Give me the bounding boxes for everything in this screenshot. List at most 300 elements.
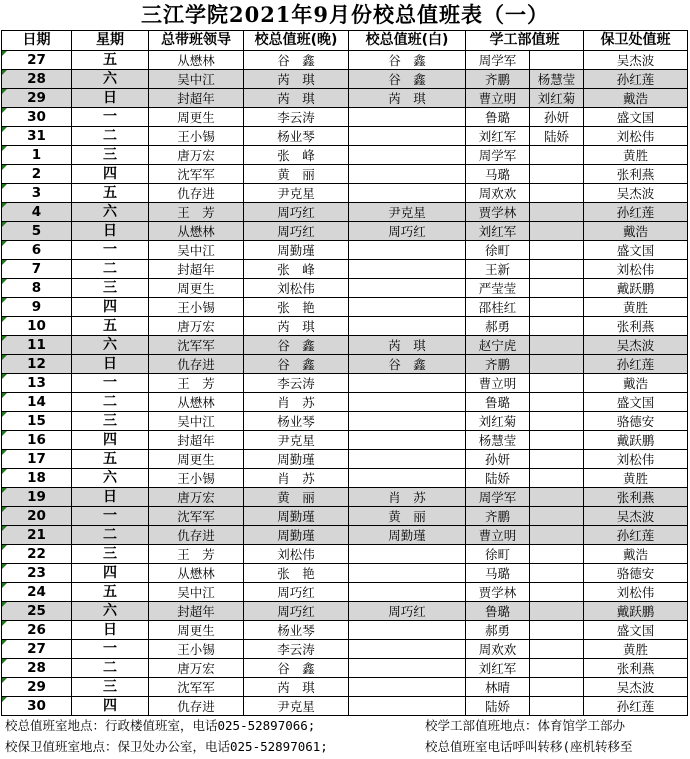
- student-affairs-extra-cell: [530, 355, 584, 374]
- security-cell: 张利燕: [584, 165, 688, 184]
- night-duty-cell: 尹克星: [244, 697, 349, 716]
- date-cell: 23: [2, 564, 72, 583]
- student-affairs-extra-cell: [530, 488, 584, 507]
- student-affairs-cell: 贾学林: [466, 203, 530, 222]
- day-duty-cell: 黄 丽: [349, 507, 466, 526]
- table-row: [2, 393, 688, 412]
- weekday-cell: 二: [72, 659, 149, 678]
- day-duty-cell: [349, 564, 466, 583]
- security-cell: 孙红莲: [584, 355, 688, 374]
- day-duty-cell: [349, 108, 466, 127]
- weekday-cell: 一: [72, 507, 149, 526]
- footer-call-forwarding-note: 校总值班室电话呼叫转移(座机转移至: [425, 739, 633, 754]
- leader-cell: 唐万宏: [149, 659, 244, 678]
- date-cell: 26: [2, 621, 72, 640]
- leader-cell: 仇存进: [149, 697, 244, 716]
- student-affairs-extra-cell: [530, 146, 584, 165]
- weekday-cell: 六: [72, 602, 149, 621]
- leader-cell: 唐万宏: [149, 317, 244, 336]
- weekday-cell: 四: [72, 165, 149, 184]
- leader-cell: 王小锡: [149, 298, 244, 317]
- date-cell: 18: [2, 469, 72, 488]
- student-affairs-extra-cell: [530, 298, 584, 317]
- date-cell: 29: [2, 678, 72, 697]
- night-duty-cell: 杨业琴: [244, 127, 349, 146]
- date-cell: 12: [2, 355, 72, 374]
- security-cell: 张利燕: [584, 488, 688, 507]
- night-duty-cell: 李云涛: [244, 374, 349, 393]
- leader-cell: 唐万宏: [149, 146, 244, 165]
- leader-cell: 吴中江: [149, 241, 244, 260]
- student-affairs-cell: 马璐: [466, 165, 530, 184]
- page-title: 三江学院2021年9月份校总值班表（一）: [140, 2, 550, 27]
- footer-student-affairs-location: 校学工部值班地点：体育馆学工部办: [425, 718, 626, 733]
- table-row: [2, 659, 688, 678]
- day-duty-cell: 芮 琪: [349, 89, 466, 108]
- weekday-cell: 二: [72, 127, 149, 146]
- student-affairs-extra-cell: [530, 393, 584, 412]
- student-affairs-extra-cell: 陆娇: [530, 127, 584, 146]
- date-cell: 28: [2, 659, 72, 678]
- table-row: [2, 621, 688, 640]
- security-cell: 盛文国: [584, 108, 688, 127]
- col-header-date: 日期: [2, 31, 72, 51]
- night-duty-cell: 芮 琪: [244, 89, 349, 108]
- weekday-cell: 四: [72, 564, 149, 583]
- footer-security-office-location: 校保卫值班室地点：保卫处办公室，电话025-52897061;: [5, 739, 328, 754]
- table-row: [2, 298, 688, 317]
- night-duty-cell: 刘松伟: [244, 279, 349, 298]
- day-duty-cell: [349, 184, 466, 203]
- student-affairs-cell: 周欢欢: [466, 184, 530, 203]
- security-cell: 黄胜: [584, 469, 688, 488]
- leader-cell: 仇存进: [149, 184, 244, 203]
- weekday-cell: 五: [72, 450, 149, 469]
- weekday-cell: 三: [72, 678, 149, 697]
- day-duty-cell: 谷 鑫: [349, 70, 466, 89]
- weekday-cell: 三: [72, 545, 149, 564]
- security-cell: 黄胜: [584, 640, 688, 659]
- table-row: [2, 165, 688, 184]
- day-duty-cell: [349, 165, 466, 184]
- date-cell: 10: [2, 317, 72, 336]
- leader-cell: 王 芳: [149, 545, 244, 564]
- day-duty-cell: 周巧红: [349, 602, 466, 621]
- table-row: [2, 51, 688, 70]
- leader-cell: 沈军军: [149, 336, 244, 355]
- day-duty-cell: [349, 621, 466, 640]
- security-cell: 骆德安: [584, 564, 688, 583]
- table-row: [2, 146, 688, 165]
- weekday-cell: 六: [72, 336, 149, 355]
- student-affairs-cell: 曹立明: [466, 374, 530, 393]
- night-duty-cell: 周巧红: [244, 583, 349, 602]
- night-duty-cell: 杨业琴: [244, 412, 349, 431]
- night-duty-cell: 刘松伟: [244, 545, 349, 564]
- weekday-cell: 一: [72, 241, 149, 260]
- leader-cell: 周更生: [149, 621, 244, 640]
- date-cell: 1: [2, 146, 72, 165]
- table-row: [2, 488, 688, 507]
- table-row: [2, 317, 688, 336]
- day-duty-cell: [349, 659, 466, 678]
- night-duty-cell: 李云涛: [244, 640, 349, 659]
- security-cell: 孙红莲: [584, 697, 688, 716]
- security-cell: 孙红莲: [584, 526, 688, 545]
- student-affairs-cell: 鲁璐: [466, 602, 530, 621]
- student-affairs-extra-cell: [530, 260, 584, 279]
- weekday-cell: 四: [72, 298, 149, 317]
- leader-cell: 王 芳: [149, 203, 244, 222]
- table-row: [2, 374, 688, 393]
- night-duty-cell: 周勤瑾: [244, 450, 349, 469]
- date-cell: 22: [2, 545, 72, 564]
- date-cell: 15: [2, 412, 72, 431]
- security-cell: 盛文国: [584, 393, 688, 412]
- weekday-cell: 一: [72, 640, 149, 659]
- weekday-cell: 三: [72, 412, 149, 431]
- date-cell: 27: [2, 640, 72, 659]
- day-duty-cell: [349, 469, 466, 488]
- student-affairs-extra-cell: [530, 583, 584, 602]
- day-duty-cell: [349, 241, 466, 260]
- security-cell: 刘松伟: [584, 583, 688, 602]
- table-row: [2, 469, 688, 488]
- leader-cell: 周更生: [149, 279, 244, 298]
- night-duty-cell: 尹克星: [244, 431, 349, 450]
- night-duty-cell: 芮 琪: [244, 70, 349, 89]
- day-duty-cell: 谷 鑫: [349, 51, 466, 70]
- night-duty-cell: 黄 丽: [244, 488, 349, 507]
- night-duty-cell: 周巧红: [244, 203, 349, 222]
- table-row: [2, 70, 688, 89]
- student-affairs-cell: 林晴: [466, 678, 530, 697]
- student-affairs-cell: 周学军: [466, 146, 530, 165]
- night-duty-cell: 芮 琪: [244, 317, 349, 336]
- student-affairs-cell: 郝勇: [466, 621, 530, 640]
- student-affairs-extra-cell: [530, 431, 584, 450]
- date-cell: 9: [2, 298, 72, 317]
- day-duty-cell: [349, 317, 466, 336]
- header-row: [2, 31, 688, 51]
- student-affairs-cell: 贾学林: [466, 583, 530, 602]
- day-duty-cell: [349, 412, 466, 431]
- date-cell: 6: [2, 241, 72, 260]
- date-cell: 25: [2, 602, 72, 621]
- student-affairs-cell: 王新: [466, 260, 530, 279]
- security-cell: 戴跃鹏: [584, 431, 688, 450]
- date-cell: 30: [2, 697, 72, 716]
- weekday-cell: 二: [72, 260, 149, 279]
- security-cell: 吴杰波: [584, 507, 688, 526]
- night-duty-cell: 张 艳: [244, 298, 349, 317]
- student-affairs-cell: 齐鹏: [466, 507, 530, 526]
- security-cell: 刘松伟: [584, 450, 688, 469]
- day-duty-cell: [349, 260, 466, 279]
- student-affairs-extra-cell: [530, 469, 584, 488]
- night-duty-cell: 肖 苏: [244, 393, 349, 412]
- night-duty-cell: 尹克星: [244, 184, 349, 203]
- table-row: [2, 412, 688, 431]
- security-cell: 吴杰波: [584, 51, 688, 70]
- leader-cell: 封超年: [149, 260, 244, 279]
- footer-line-2: [5, 737, 689, 755]
- table-row: [2, 450, 688, 469]
- student-affairs-extra-cell: [530, 184, 584, 203]
- weekday-cell: 日: [72, 621, 149, 640]
- date-cell: 7: [2, 260, 72, 279]
- student-affairs-cell: 刘红军: [466, 222, 530, 241]
- leader-cell: 吴中江: [149, 412, 244, 431]
- weekday-cell: 日: [72, 222, 149, 241]
- day-duty-cell: 周勤瑾: [349, 526, 466, 545]
- student-affairs-extra-cell: [530, 564, 584, 583]
- leader-cell: 王小锡: [149, 127, 244, 146]
- weekday-cell: 日: [72, 89, 149, 108]
- leader-cell: 吴中江: [149, 70, 244, 89]
- night-duty-cell: 张 峰: [244, 260, 349, 279]
- date-cell: 3: [2, 184, 72, 203]
- leader-cell: 封超年: [149, 89, 244, 108]
- night-duty-cell: 谷 鑫: [244, 659, 349, 678]
- weekday-cell: 六: [72, 70, 149, 89]
- date-cell: 16: [2, 431, 72, 450]
- table-row: [2, 545, 688, 564]
- student-affairs-cell: 刘红军: [466, 127, 530, 146]
- night-duty-cell: 周巧红: [244, 222, 349, 241]
- leader-cell: 吴中江: [149, 583, 244, 602]
- weekday-cell: 四: [72, 697, 149, 716]
- night-duty-cell: 周巧红: [244, 602, 349, 621]
- student-affairs-extra-cell: [530, 374, 584, 393]
- col-header-student-affairs: 学工部值班: [466, 31, 584, 51]
- table-row: [2, 260, 688, 279]
- weekday-cell: 五: [72, 317, 149, 336]
- table-row: [2, 279, 688, 298]
- student-affairs-cell: 齐鹏: [466, 70, 530, 89]
- student-affairs-cell: 马璐: [466, 564, 530, 583]
- leader-cell: 周更生: [149, 108, 244, 127]
- day-duty-cell: [349, 583, 466, 602]
- night-duty-cell: 芮 琪: [244, 678, 349, 697]
- weekday-cell: 五: [72, 583, 149, 602]
- leader-cell: 王小锡: [149, 640, 244, 659]
- leader-cell: 从懋林: [149, 393, 244, 412]
- day-duty-cell: [349, 298, 466, 317]
- leader-cell: 沈军军: [149, 678, 244, 697]
- footer-line-1: [5, 716, 689, 734]
- student-affairs-cell: 曹立明: [466, 526, 530, 545]
- student-affairs-extra-cell: [530, 659, 584, 678]
- security-cell: 吴杰波: [584, 336, 688, 355]
- table-row: [2, 127, 688, 146]
- student-affairs-extra-cell: 孙妍: [530, 108, 584, 127]
- date-cell: 27: [2, 51, 72, 70]
- table-row: [2, 526, 688, 545]
- table-row: [2, 602, 688, 621]
- day-duty-cell: [349, 146, 466, 165]
- security-cell: 孙红莲: [584, 203, 688, 222]
- student-affairs-cell: 刘红军: [466, 659, 530, 678]
- day-duty-cell: 尹克星: [349, 203, 466, 222]
- student-affairs-cell: 周学军: [466, 488, 530, 507]
- weekday-cell: 一: [72, 374, 149, 393]
- day-duty-cell: [349, 450, 466, 469]
- night-duty-cell: 肖 苏: [244, 469, 349, 488]
- weekday-cell: 五: [72, 51, 149, 70]
- day-duty-cell: [349, 640, 466, 659]
- duty-roster-table: [1, 30, 688, 716]
- table-row: [2, 108, 688, 127]
- student-affairs-cell: 严莹莹: [466, 279, 530, 298]
- col-header-weekday: 星期: [72, 31, 149, 51]
- date-cell: 28: [2, 70, 72, 89]
- date-cell: 14: [2, 393, 72, 412]
- student-affairs-cell: 杨慧莹: [466, 431, 530, 450]
- table-row: [2, 355, 688, 374]
- col-header-leader: 总带班领导: [149, 31, 244, 51]
- student-affairs-extra-cell: [530, 450, 584, 469]
- weekday-cell: 六: [72, 469, 149, 488]
- weekday-cell: 三: [72, 146, 149, 165]
- footer-duty-office-location: 校总值班室地点：行政楼值班室，电话025-52897066;: [5, 718, 316, 733]
- security-cell: 黄胜: [584, 146, 688, 165]
- day-duty-cell: [349, 374, 466, 393]
- table-row: [2, 564, 688, 583]
- student-affairs-cell: 赵宁虎: [466, 336, 530, 355]
- table-row: [2, 583, 688, 602]
- security-cell: 张利燕: [584, 659, 688, 678]
- night-duty-cell: 张 峰: [244, 146, 349, 165]
- table-row: [2, 697, 688, 716]
- date-cell: 30: [2, 108, 72, 127]
- student-affairs-cell: 郝勇: [466, 317, 530, 336]
- student-affairs-extra-cell: [530, 203, 584, 222]
- date-cell: 20: [2, 507, 72, 526]
- leader-cell: 封超年: [149, 602, 244, 621]
- security-cell: 张利燕: [584, 317, 688, 336]
- table-row: [2, 203, 688, 222]
- night-duty-cell: 黄 丽: [244, 165, 349, 184]
- security-cell: 黄胜: [584, 298, 688, 317]
- weekday-cell: 日: [72, 355, 149, 374]
- table-row: [2, 241, 688, 260]
- student-affairs-extra-cell: [530, 336, 584, 355]
- table-row: [2, 678, 688, 697]
- student-affairs-extra-cell: [530, 222, 584, 241]
- table-row: [2, 336, 688, 355]
- date-cell: 17: [2, 450, 72, 469]
- day-duty-cell: [349, 545, 466, 564]
- leader-cell: 从懋林: [149, 222, 244, 241]
- security-cell: 孙红莲: [584, 70, 688, 89]
- security-cell: 盛文国: [584, 621, 688, 640]
- student-affairs-cell: 周学军: [466, 51, 530, 70]
- leader-cell: 从懋林: [149, 564, 244, 583]
- day-duty-cell: [349, 279, 466, 298]
- weekday-cell: 一: [72, 108, 149, 127]
- night-duty-cell: 周勤瑾: [244, 241, 349, 260]
- student-affairs-extra-cell: [530, 602, 584, 621]
- day-duty-cell: [349, 393, 466, 412]
- table-row: [2, 89, 688, 108]
- night-duty-cell: 杨业琴: [244, 621, 349, 640]
- student-affairs-cell: 曹立明: [466, 89, 530, 108]
- night-duty-cell: 周勤瑾: [244, 507, 349, 526]
- leader-cell: 从懋林: [149, 51, 244, 70]
- security-cell: 戴浩: [584, 89, 688, 108]
- day-duty-cell: 谷 鑫: [349, 355, 466, 374]
- date-cell: 13: [2, 374, 72, 393]
- leader-cell: 沈军军: [149, 507, 244, 526]
- security-cell: 骆德安: [584, 412, 688, 431]
- leader-cell: 沈军军: [149, 165, 244, 184]
- night-duty-cell: 谷 鑫: [244, 355, 349, 374]
- student-affairs-extra-cell: [530, 507, 584, 526]
- student-affairs-extra-cell: [530, 545, 584, 564]
- weekday-cell: 四: [72, 431, 149, 450]
- student-affairs-extra-cell: [530, 621, 584, 640]
- weekday-cell: 六: [72, 203, 149, 222]
- student-affairs-extra-cell: [530, 317, 584, 336]
- student-affairs-extra-cell: [530, 165, 584, 184]
- date-cell: 24: [2, 583, 72, 602]
- student-affairs-cell: 徐町: [466, 241, 530, 260]
- night-duty-cell: 谷 鑫: [244, 51, 349, 70]
- day-duty-cell: 肖 苏: [349, 488, 466, 507]
- date-cell: 29: [2, 89, 72, 108]
- security-cell: 戴浩: [584, 222, 688, 241]
- table-row: [2, 184, 688, 203]
- date-cell: 2: [2, 165, 72, 184]
- security-cell: 盛文国: [584, 241, 688, 260]
- col-header-security: 保卫处值班: [584, 31, 688, 51]
- student-affairs-extra-cell: [530, 279, 584, 298]
- table-row: [2, 431, 688, 450]
- student-affairs-extra-cell: [530, 526, 584, 545]
- student-affairs-cell: 陆娇: [466, 697, 530, 716]
- student-affairs-cell: 齐鹏: [466, 355, 530, 374]
- security-cell: 戴浩: [584, 545, 688, 564]
- student-affairs-extra-cell: [530, 678, 584, 697]
- student-affairs-extra-cell: 杨慧莹: [530, 70, 584, 89]
- student-affairs-extra-cell: [530, 640, 584, 659]
- leader-cell: 王 芳: [149, 374, 244, 393]
- student-affairs-cell: 鲁璐: [466, 108, 530, 127]
- night-duty-cell: 周勤瑾: [244, 526, 349, 545]
- col-header-day-duty: 校总值班(白): [349, 31, 466, 51]
- student-affairs-cell: 邵桂红: [466, 298, 530, 317]
- weekday-cell: 二: [72, 526, 149, 545]
- table-row: [2, 640, 688, 659]
- date-cell: 19: [2, 488, 72, 507]
- weekday-cell: 三: [72, 279, 149, 298]
- col-header-night-duty: 校总值班(晚): [244, 31, 349, 51]
- leader-cell: 仇存进: [149, 526, 244, 545]
- student-affairs-cell: 徐町: [466, 545, 530, 564]
- student-affairs-cell: 鲁璐: [466, 393, 530, 412]
- student-affairs-extra-cell: [530, 51, 584, 70]
- table-row: [2, 222, 688, 241]
- leader-cell: 封超年: [149, 431, 244, 450]
- day-duty-cell: [349, 127, 466, 146]
- leader-cell: 唐万宏: [149, 488, 244, 507]
- night-duty-cell: 李云涛: [244, 108, 349, 127]
- date-cell: 11: [2, 336, 72, 355]
- weekday-cell: 二: [72, 393, 149, 412]
- leader-cell: 周更生: [149, 450, 244, 469]
- student-affairs-cell: 孙妍: [466, 450, 530, 469]
